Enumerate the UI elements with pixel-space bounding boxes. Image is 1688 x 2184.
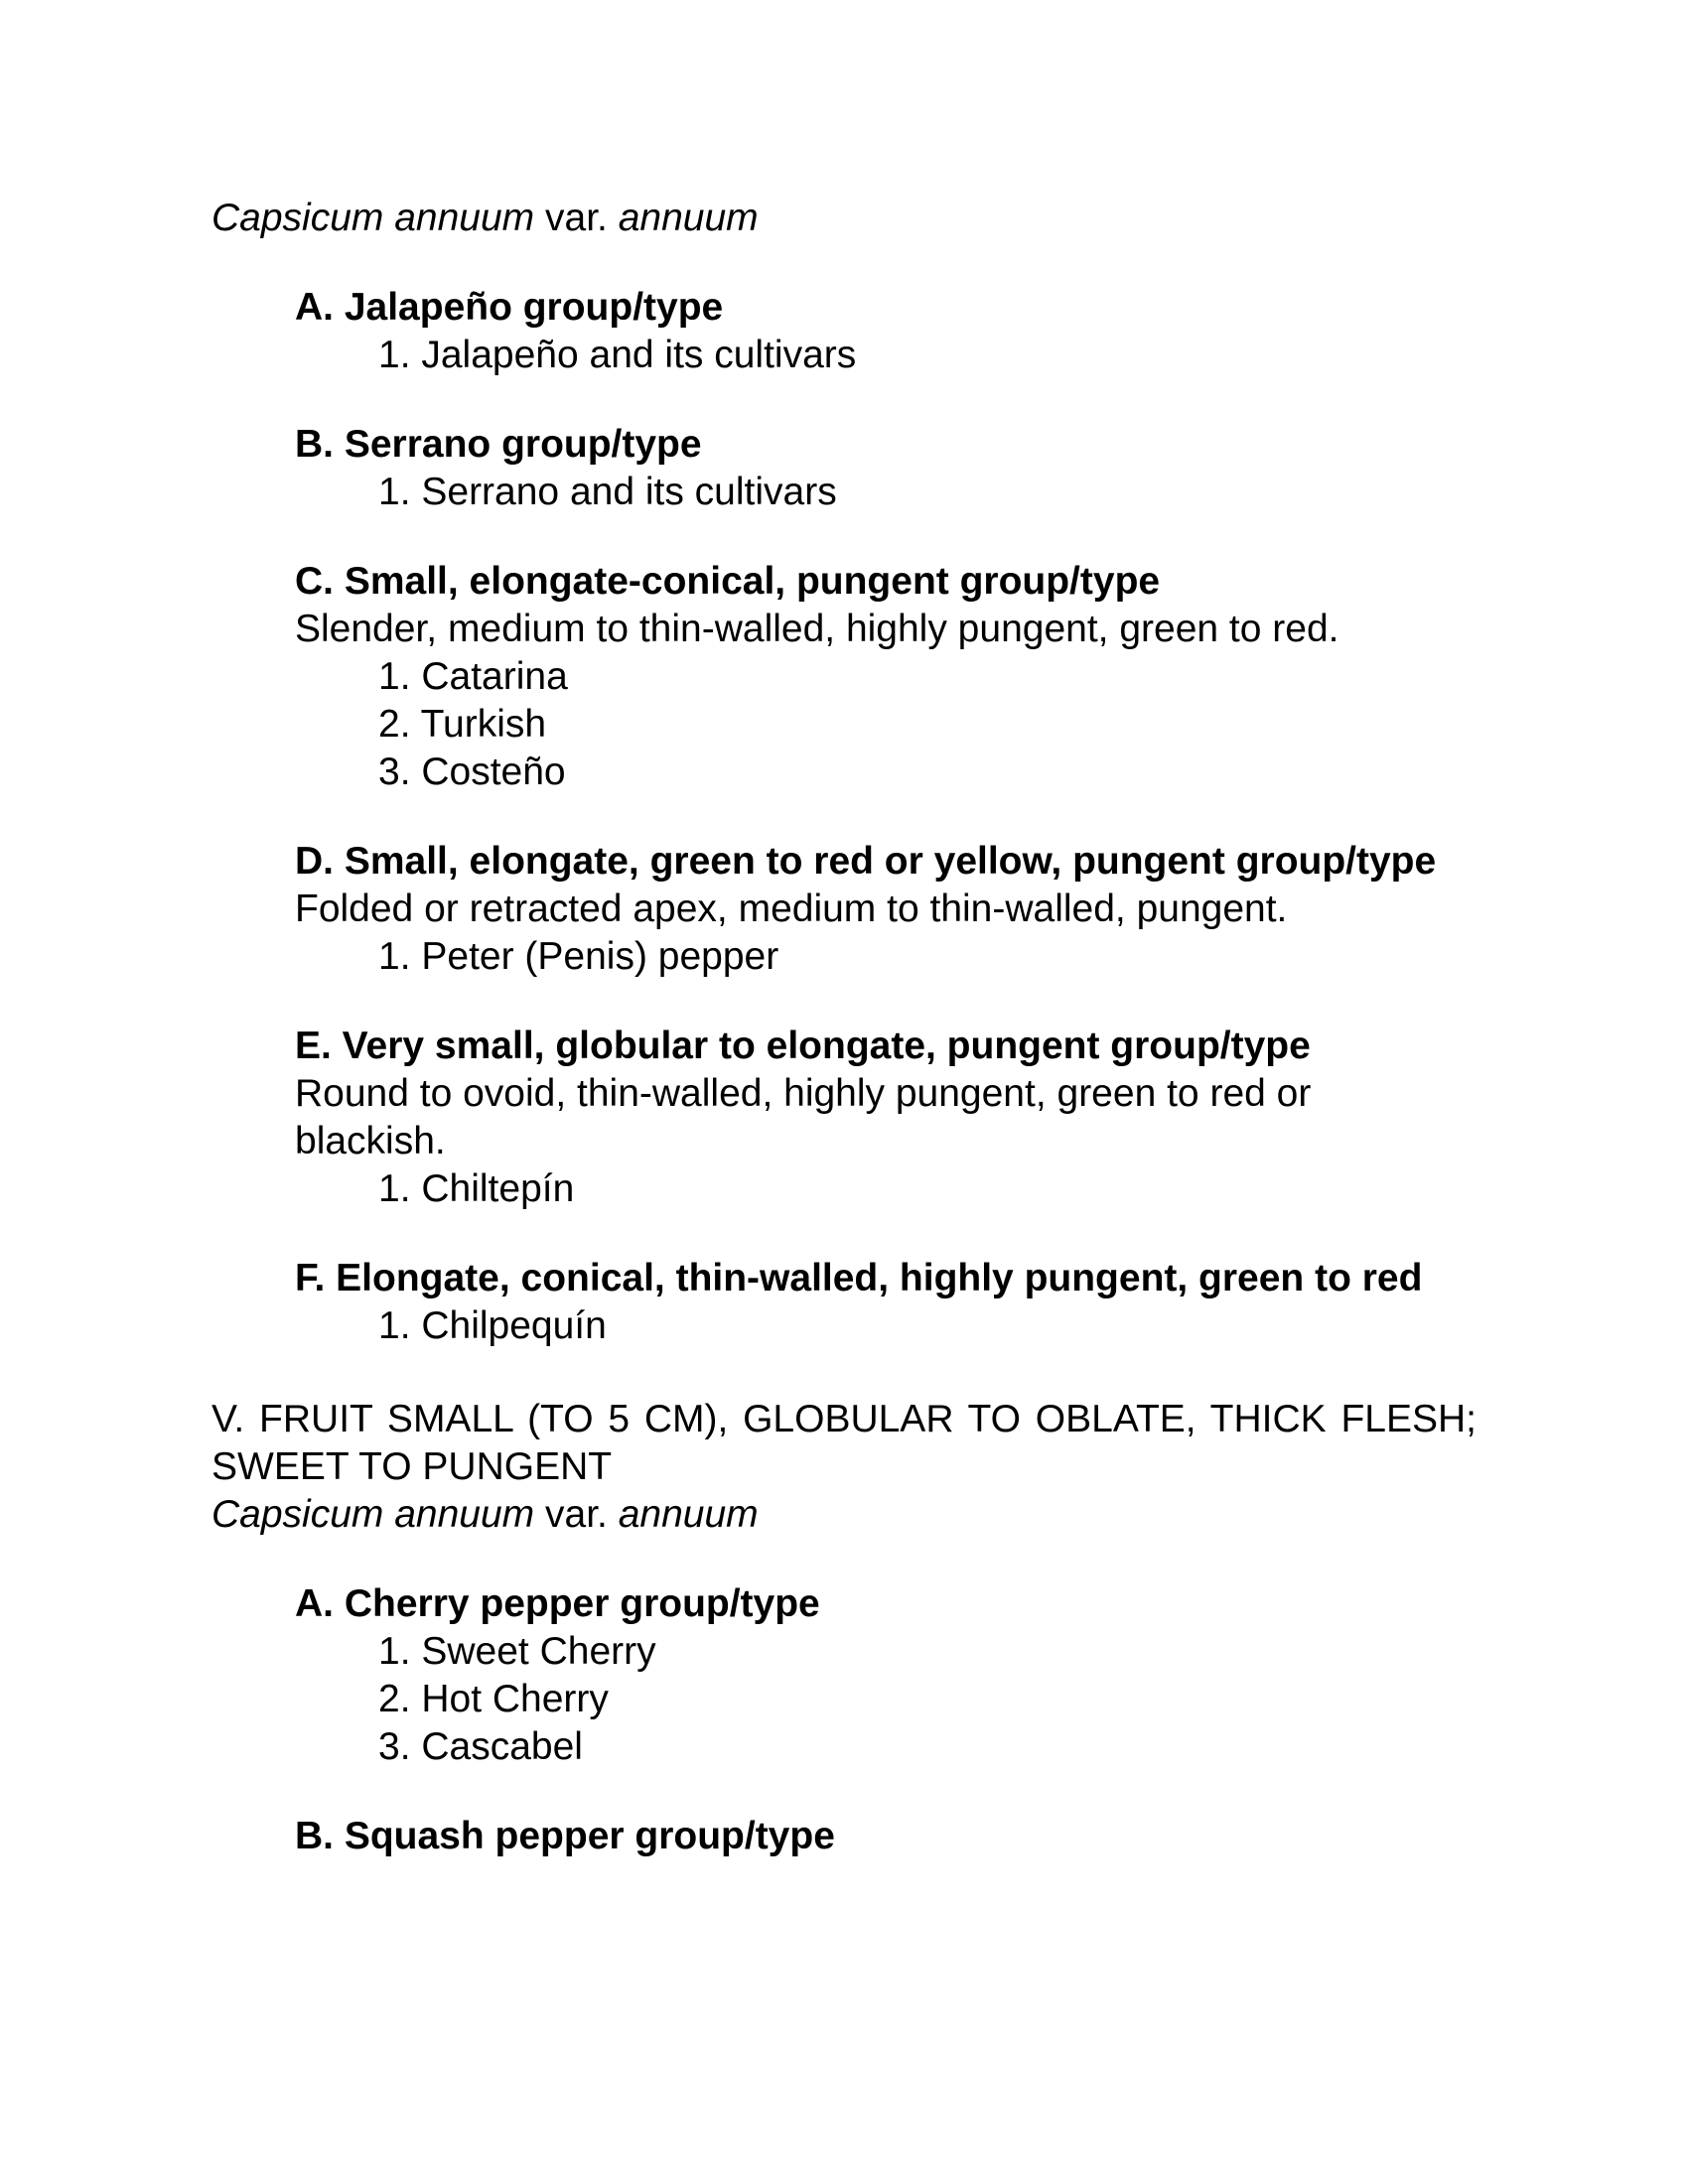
- cultivar-list: [295, 1302, 1477, 1350]
- variety-name: annuum: [618, 1493, 759, 1536]
- group-b-squash-pepper: [295, 1813, 1477, 1860]
- group-c-small-elongate-conical: [295, 558, 1477, 796]
- cultivar-item: 1. Serrano and its cultivars: [378, 471, 837, 513]
- cultivar-item: 1. Chiltepín: [378, 1167, 575, 1210]
- document-page: [211, 195, 1477, 1902]
- var-label: var.: [534, 1493, 619, 1536]
- cultivar-item: 3. Cascabel: [378, 1725, 583, 1768]
- cultivar-list: [295, 1628, 1477, 1771]
- var-label: var.: [534, 197, 619, 239]
- cultivar-item: 3. Costeño: [378, 751, 566, 793]
- cultivar-item: 1. Catarina: [378, 655, 568, 698]
- genus-species: Capsicum annuum: [211, 197, 535, 239]
- cultivar-list: [295, 933, 1477, 981]
- cultivar-item: 2. Hot Cherry: [378, 1678, 609, 1720]
- group-e-very-small-globular: [295, 1023, 1477, 1213]
- group-description: Slender, medium to thin-walled, highly pungent, green to red.: [295, 608, 1339, 650]
- group-b-serrano: [295, 421, 1477, 516]
- cultivar-list: [295, 653, 1477, 796]
- cultivar-list: [295, 1165, 1477, 1213]
- group-description: Folded or retracted apex, medium to thin-walled, pungent.: [295, 887, 1288, 930]
- section-v: [211, 1396, 1477, 1860]
- cultivar-item: 1. Peter (Penis) pepper: [378, 935, 779, 978]
- group-title: A. Jalapeño group/type: [295, 286, 724, 329]
- group-title: E. Very small, globular to elongate, pungent group/type: [295, 1024, 1311, 1067]
- cultivar-list: [295, 469, 1477, 516]
- group-d-small-elongate: [295, 838, 1477, 981]
- group-a-jalapeno: [295, 284, 1477, 379]
- variety-name: annuum: [618, 197, 759, 239]
- group-title: F. Elongate, conical, thin-walled, highly pungent, green to red: [295, 1257, 1423, 1299]
- group-title: C. Small, elongate-conical, pungent group/type: [295, 560, 1161, 603]
- cultivar-item: 2. Turkish: [378, 703, 547, 746]
- group-description: Round to ovoid, thin-walled, highly pungent, green to red or blackish.: [295, 1072, 1312, 1162]
- group-list: [211, 1580, 1477, 1860]
- cultivar-list: [295, 332, 1477, 379]
- group-title: B. Serrano group/type: [295, 423, 702, 466]
- taxon-name: [211, 195, 1477, 242]
- taxon-name: [211, 1491, 1477, 1539]
- genus-species: Capsicum annuum: [211, 1493, 535, 1536]
- group-list: [211, 284, 1477, 1350]
- section-heading: V. FRUIT SMALL (TO 5 CM), GLOBULAR TO OBLATE, THICK FLESH; SWEET TO PUNGENT: [211, 1398, 1477, 1488]
- group-title: B. Squash pepper group/type: [295, 1815, 835, 1857]
- cultivar-item: 1. Sweet Cherry: [378, 1630, 656, 1673]
- group-a-cherry-pepper: [295, 1580, 1477, 1771]
- cultivar-item: 1. Jalapeño and its cultivars: [378, 334, 857, 376]
- section-iv: [211, 195, 1477, 1350]
- cultivar-item: 1. Chilpequín: [378, 1304, 607, 1347]
- group-title: A. Cherry pepper group/type: [295, 1582, 820, 1625]
- group-title: D. Small, elongate, green to red or yellow, pungent group/type: [295, 840, 1437, 883]
- group-f-elongate-conical: [295, 1255, 1477, 1350]
